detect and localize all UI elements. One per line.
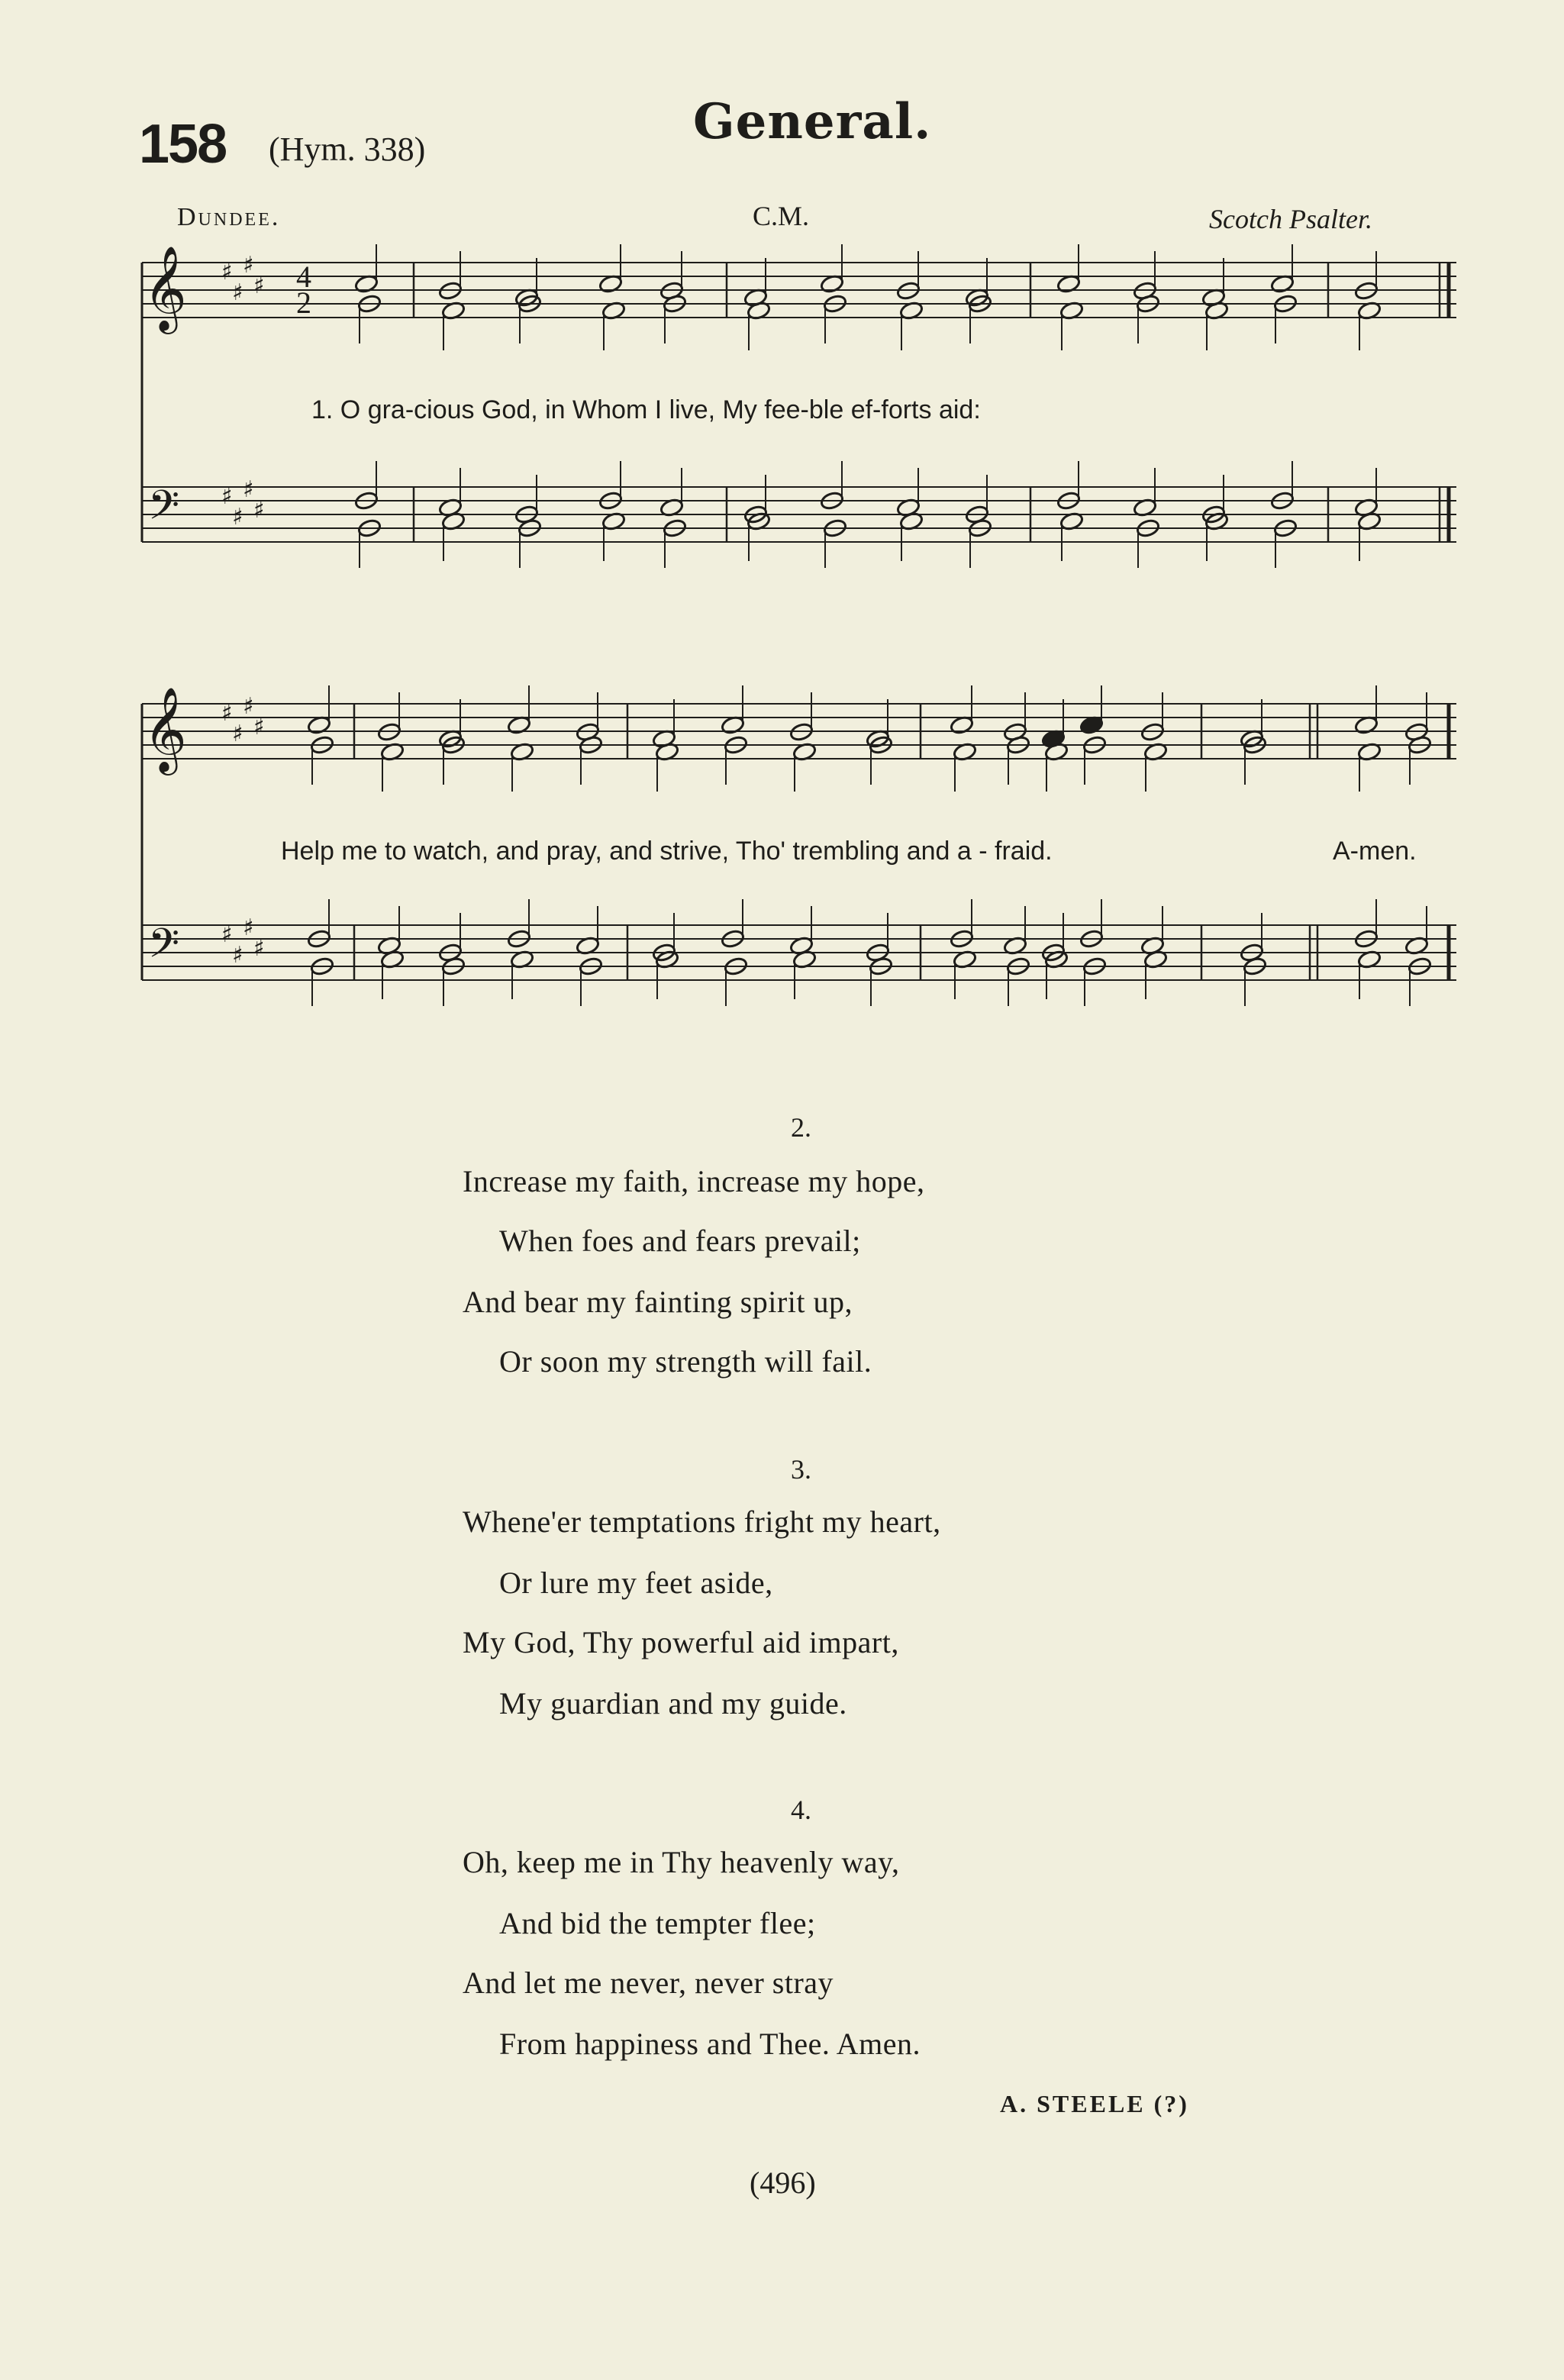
verse-line: When foes and fears prevail; <box>499 1224 861 1258</box>
system-1-treble-sharp-icon: ♯ <box>221 259 233 285</box>
amen-lyric: A-men. <box>1333 837 1417 866</box>
stanza-number: 2. <box>791 1112 811 1143</box>
tune-name: Dundee. <box>177 203 281 231</box>
system-2-bass-sharp-icon: ♯ <box>243 914 254 941</box>
hymnal-reference: (Hym. 338) <box>269 131 426 168</box>
tune-source: Scotch Psalter. <box>1209 204 1372 234</box>
music-lyrics-line-2: Help me to watch, and pray, and strive, Tho' trembling and a - fraid. <box>281 837 1053 866</box>
verse-line: Increase my faith, increase my hope, <box>463 1164 925 1198</box>
time-signature-top: 4 <box>296 260 311 294</box>
section-title: General. <box>693 93 932 150</box>
system-2-bass-sharp-icon: ♯ <box>232 942 243 969</box>
system-2-treble-sharp-icon: ♯ <box>253 714 265 740</box>
verse-line: And bid the tempter flee; <box>499 1906 816 1940</box>
system-1-bass-sharp-icon: ♯ <box>243 476 254 503</box>
verse-line: And let me never, never stray <box>463 1966 834 2000</box>
system-1-treble-sharp-icon: ♯ <box>253 273 265 299</box>
system-2-bass-sharp-icon: ♯ <box>253 935 265 962</box>
verse-line: My guardian and my guide. <box>499 1686 847 1721</box>
verse-line: And bear my fainting spirit up, <box>463 1285 853 1319</box>
bass-clef-icon: 𝄢 <box>148 482 180 539</box>
verse-line: My God, Thy powerful aid impart, <box>463 1625 899 1659</box>
treble-clef-icon: 𝄞 <box>144 686 187 772</box>
time-signature-bottom: 2 <box>296 285 311 320</box>
system-2-treble-sharp-icon: ♯ <box>243 693 254 720</box>
system-2-treble-sharp-icon: ♯ <box>232 721 243 747</box>
system-1-bass-sharp-icon: ♯ <box>232 504 243 531</box>
verse-line: From happiness and Thee. Amen. <box>499 2027 921 2061</box>
verse-line: Or lure my feet aside, <box>499 1566 773 1600</box>
music-score <box>0 0 1564 1069</box>
stanza-number: 4. <box>791 1795 811 1825</box>
meter: C.M. <box>753 201 810 231</box>
verse-line: Oh, keep me in Thy heavenly way, <box>463 1845 900 1879</box>
music-lyrics-line-1: 1. O gra-cious God, in Whom I live, My fee-ble ef-forts aid: <box>311 395 981 424</box>
author-attribution: A. STEELE (?) <box>1000 2090 1189 2117</box>
system-2-bass-sharp-icon: ♯ <box>221 921 233 948</box>
page-number: (496) <box>750 2166 816 2200</box>
bass-clef-icon: 𝄢 <box>148 921 180 977</box>
treble-clef-icon: 𝄞 <box>144 245 187 331</box>
system-1-treble-sharp-icon: ♯ <box>232 279 243 306</box>
verse-line: Or soon my strength will fail. <box>499 1344 872 1379</box>
hymn-number: 158 <box>139 114 227 175</box>
system-1-bass-sharp-icon: ♯ <box>253 497 265 524</box>
verse-line: Whene'er temptations fright my heart, <box>463 1504 941 1539</box>
system-1-bass-sharp-icon: ♯ <box>221 483 233 510</box>
stanza-number: 3. <box>791 1454 811 1485</box>
system-2-treble-sharp-icon: ♯ <box>221 700 233 727</box>
system-1-treble-sharp-icon: ♯ <box>243 252 254 279</box>
